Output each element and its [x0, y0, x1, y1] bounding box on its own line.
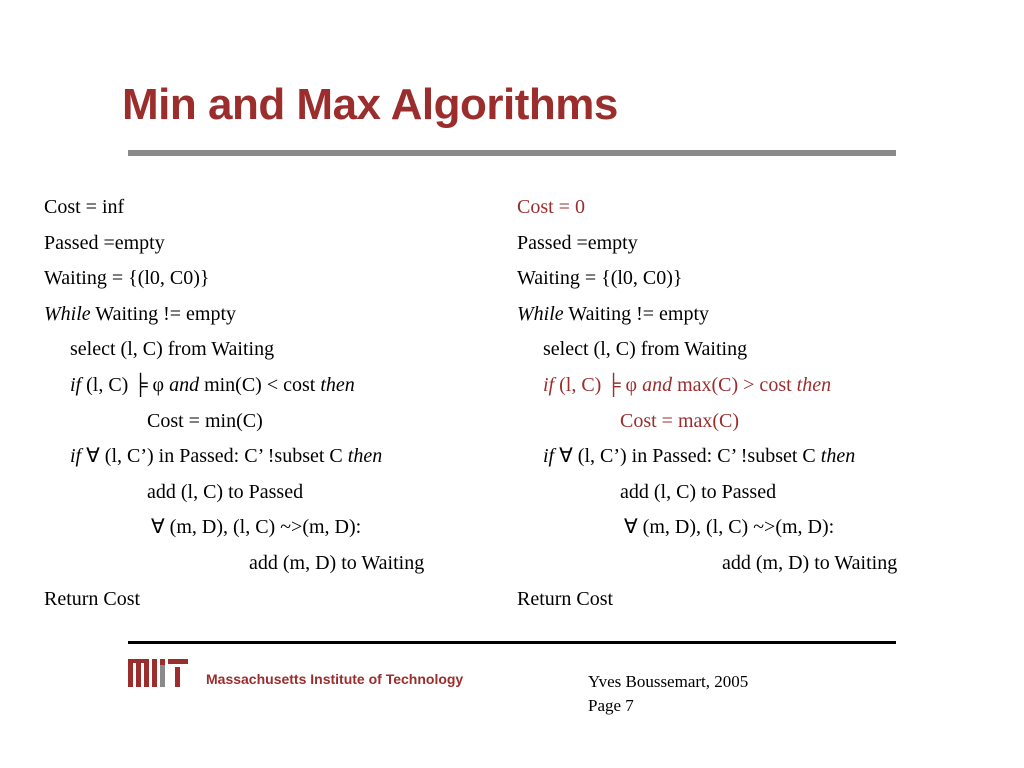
keyword: and [169, 373, 200, 396]
max-algorithm [517, 190, 897, 617]
code-line: add (m, D) to Waiting [249, 551, 425, 574]
code-line [44, 368, 424, 404]
code-line [44, 297, 424, 333]
code-text: (l, C) ╞ φ [81, 373, 170, 396]
code-line [517, 368, 897, 404]
page-number: Page 7 [588, 696, 634, 715]
code-line [517, 297, 897, 333]
code-text: max(C) > cost [672, 373, 797, 396]
code-text: Waiting != empty [563, 302, 710, 325]
keyword: then [820, 445, 856, 468]
code-line: add (l, C) to Passed [147, 480, 304, 503]
code-line: add (l, C) to Passed [620, 480, 777, 503]
code-line: Cost = inf [44, 196, 125, 218]
code-line: Passed =empty [44, 231, 165, 254]
code-line: Passed =empty [517, 231, 638, 254]
keyword: if [543, 373, 555, 396]
code-line: select (l, C) from Waiting [70, 338, 275, 361]
keyword: and [642, 373, 673, 396]
keyword: then [320, 373, 355, 396]
code-line: ∀ (m, D), (l, C) ~>(m, D): [151, 516, 362, 539]
code-line: Cost = min(C) [147, 409, 263, 432]
footer-credits [588, 670, 748, 718]
title-divider [128, 150, 896, 156]
mit-logo [128, 659, 188, 687]
code-text: (l, C) ╞ φ [554, 373, 643, 396]
code-line [44, 439, 424, 475]
keyword: While [517, 302, 564, 325]
keyword: if [70, 373, 82, 396]
code-text: ∀ (l, C’) in Passed: C’ !subset C [81, 445, 348, 468]
code-line: add (m, D) to Waiting [722, 551, 898, 574]
code-line: Return Cost [44, 587, 141, 610]
code-line: Cost = max(C) [620, 409, 740, 432]
code-text: min(C) < cost [199, 373, 321, 396]
institute-name: Massachusetts Institute of Technology [206, 671, 464, 687]
code-line: Waiting = {(l0, C0)} [517, 267, 683, 290]
keyword: then [796, 373, 832, 396]
keyword: if [70, 445, 82, 468]
code-line: Waiting = {(l0, C0)} [44, 267, 210, 290]
keyword: if [543, 445, 555, 468]
code-line: ∀ (m, D), (l, C) ~>(m, D): [624, 516, 835, 539]
keyword: then [347, 445, 383, 468]
author-line: Yves Boussemart, 2005 [588, 672, 749, 691]
code-line: Return Cost [517, 587, 614, 610]
footer-divider [128, 641, 896, 644]
slide-title: Min and Max Algorithms [122, 80, 618, 129]
code-line [517, 439, 897, 475]
min-algorithm [44, 190, 424, 617]
code-line: Cost = 0 [517, 196, 585, 218]
keyword: While [44, 302, 91, 325]
code-text: ∀ (l, C’) in Passed: C’ !subset C [554, 445, 821, 468]
code-text: Waiting != empty [90, 302, 237, 325]
code-line: select (l, C) from Waiting [543, 338, 748, 361]
